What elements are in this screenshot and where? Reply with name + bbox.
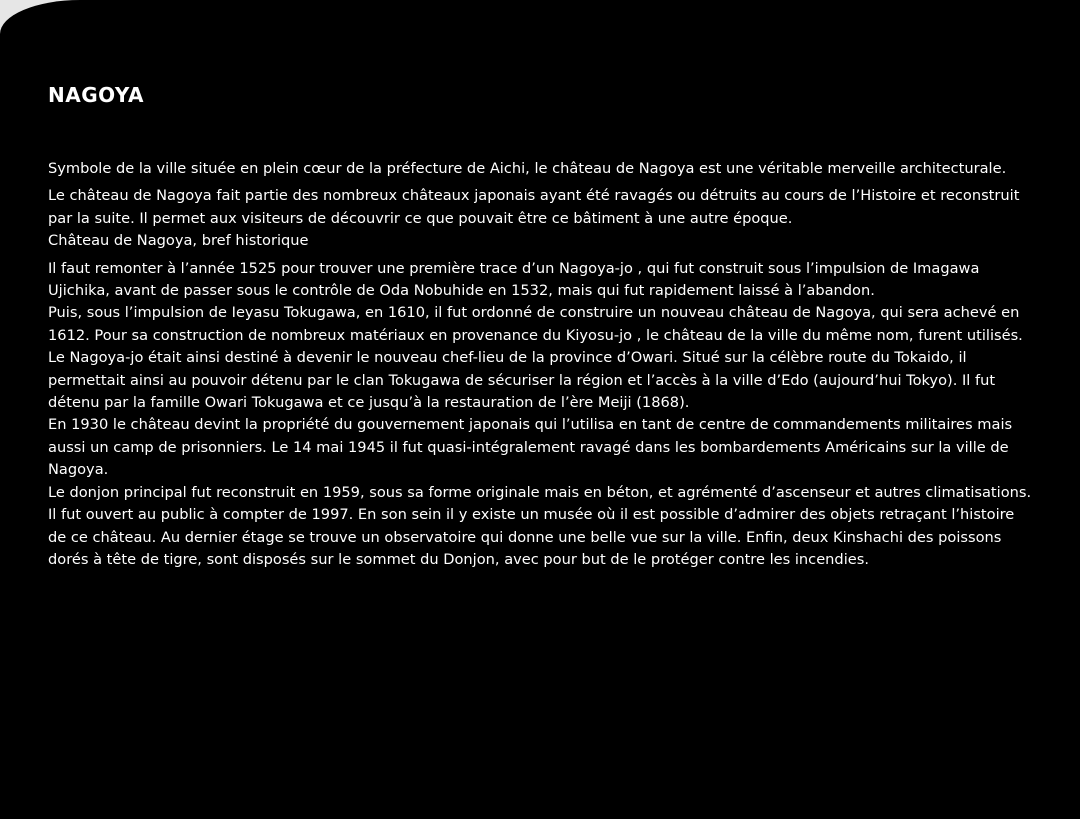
paragraph-1930: En 1930 le château devint la propriété du gouvernement japonais qui l’utilisa en tant de centre de commandements militaires mais aussi un camp de prisonniers. Le 14 mai 1945 il fut quasi-intégralement ravagé dans les bombardements Américains sur la ville de Nagoya. [48, 416, 1013, 479]
paragraph-history-1610: Puis, sous l’impulsion de Ieyasu Tokugawa, en 1610, il fut ordonné de construire un nouveau château de Nagoya, qui sera achevé en 1612. Pour sa construction de nombreux matériaux en provenance du Kiyosu-jo , le château de la ville du même nom, furent utilisés. [48, 304, 1023, 344]
paragraph-history-1525: Il faut remonter à l’année 1525 pour trouver une première trace d’un Nagoya-jo , qui fut construit sous l’impulsion de Imagawa Ujichika, avant de passer sous le contrôle de Oda Nobuhide en 1532, mais qui fut rapidement laissé à l’abandon. [48, 259, 980, 300]
paragraph-overview: Le château de Nagoya fait partie des nombreux châteaux japonais ayant été ravagés ou détruits au cours de l’Histoire et reconstruit par la suite. Il permet aux visiteurs de découvrir ce que pouvait être ce bâtiment à une autre époque. [48, 187, 1020, 227]
paragraph-intro: Symbole de la ville située en plein cœur de la préfecture de Aichi, le château de Nagoya est une véritable merveille architecturale. [48, 160, 1007, 177]
paragraph-donjon: Le donjon principal fut reconstruit en 1959, sous sa forme originale mais en béton, et agrémenté d’ascenseur et autres climatisations. Il fut ouvert au public à compter de 1997. En son sein il y existe un musée où il est possible d’admirer des objets retraçant l’histoire de ce château. Au dernier étage se trouve un observatoire qui donne une belle vue sur la ville. Enfin, deux Kinshachi des poissons dorés à tête de tigre, sont disposés sur le sommet du Donjon, avec pour but de le protéger contre les incendies. [48, 483, 1032, 568]
page-title: NAGOYA [48, 83, 144, 107]
panel-bottom-curve [0, 779, 1080, 819]
section-heading-history: Château de Nagoya, bref historique [48, 232, 309, 250]
article [48, 80, 1033, 571]
article-body [48, 158, 1033, 571]
paragraph-owari: Le Nagoya-jo était ainsi destiné à devenir le nouveau chef-lieu de la province d’Owari. Situé sur la célèbre route du Tokaido, il permettait ainsi au pouvoir détenu par le clan Tokugawa de sécuriser la région et l’accès à la ville d’Edo (aujourd’hui Tokyo). Il fut détenu par la famille Owari Tokugawa et ce jusqu’à la restauration de l’ère Meiji (1868). [48, 349, 996, 412]
